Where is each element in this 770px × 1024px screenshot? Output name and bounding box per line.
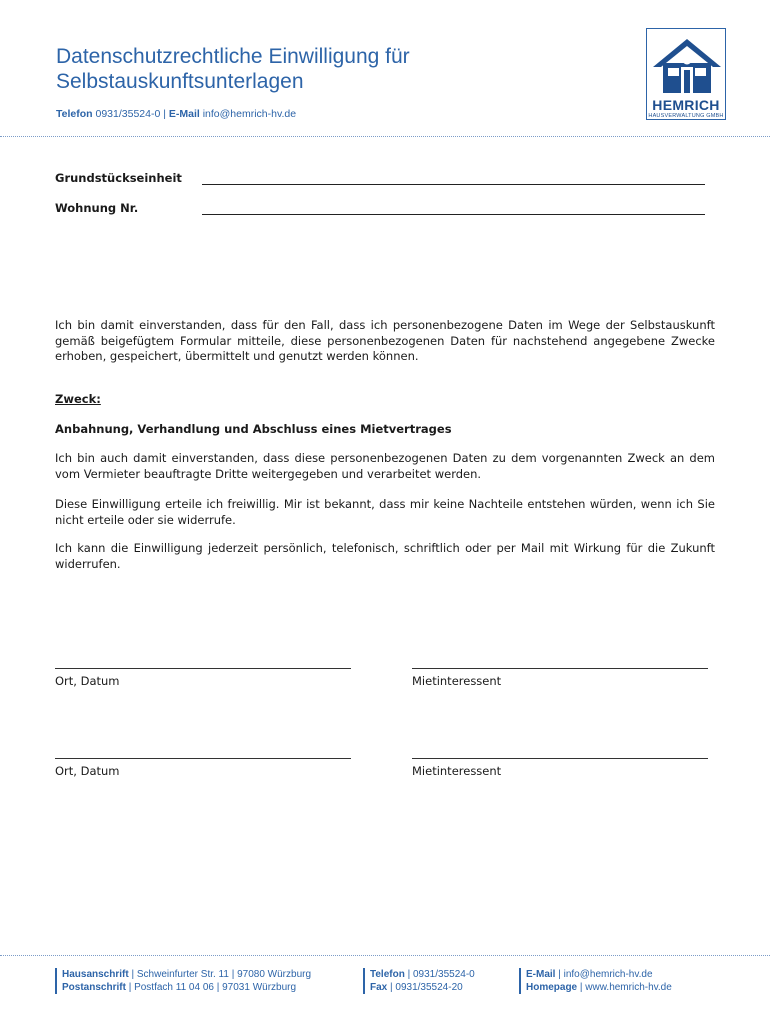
phone-label: Telefon (56, 108, 93, 120)
email-value: info@hemrich-hv.de (202, 108, 297, 120)
footer-phone-label: Telefon (370, 969, 405, 980)
document-title (56, 44, 556, 94)
contact-separator: | (163, 108, 166, 120)
footer-homepage-label: Homepage (526, 982, 578, 993)
footer-address-block (55, 968, 311, 994)
footer-phone: 0931/35524-0 (413, 969, 475, 980)
footer-separator: | (579, 982, 583, 993)
company-logo (646, 28, 726, 120)
place-date-label-1: Ort, Datum (55, 674, 120, 688)
email-label: E-Mail (168, 108, 200, 120)
footer-email-label: E-Mail (526, 969, 556, 980)
footer-separator: | (390, 982, 393, 993)
phone-value: 0931/35524-0 (95, 108, 161, 120)
signature-line-place-date-1[interactable] (55, 668, 351, 669)
footer-separator: | (131, 969, 135, 980)
unit-field-label: Grundstückseinheit (55, 171, 182, 185)
footer-homepage[interactable]: www.hemrich-hv.de (585, 982, 672, 993)
applicant-label-2: Mietinteressent (412, 764, 502, 778)
footer-separator: | (558, 969, 561, 980)
consent-intro: Ich bin damit einverstanden, dass für den Fall, dass ich personenbezogene Daten im Wege der Selbstauskunft gemäß beigefügtem Formular mitteile, diese personenbezogenen Daten für nachstehend angegebene Zwecke erhoben, gespeichert, übermittelt und genutzt werden können. (55, 318, 715, 363)
consent-paragraph-2: Diese Einwilligung erteile ich freiwillig. Mir ist bekannt, dass mir keine Nachteile entstehen würden, wenn ich Sie nicht erteile oder sie widerrufe. (55, 497, 715, 527)
header-divider (0, 136, 770, 137)
signature-line-applicant-2[interactable] (412, 758, 708, 759)
footer-fax: 0931/35524-20 (395, 982, 463, 993)
footer-separator: | (128, 982, 132, 993)
footer-separator: | (407, 969, 411, 980)
footer-divider (0, 955, 770, 956)
applicant-label-1: Mietinteressent (412, 674, 502, 688)
place-date-label-2: Ort, Datum (55, 764, 120, 778)
signature-line-applicant-1[interactable] (412, 668, 708, 669)
apartment-field-line[interactable] (202, 214, 705, 215)
footer-address-label: Hausanschrift (62, 969, 129, 980)
footer-web-block (519, 968, 672, 994)
logo-subtitle: HAUSVERWALTUNG GMBH (648, 113, 724, 119)
consent-paragraph-1: Ich bin auch damit einverstanden, dass diese personenbezogenen Daten zu dem vorgenannten Zweck an dem vom Vermieter beauftragte Dritte weitergegeben und verarbeitet werden. (55, 451, 715, 481)
logo-brand: HEMRICH (652, 97, 720, 113)
footer-postal-label: Postanschrift (62, 982, 126, 993)
house-logo-icon (651, 37, 723, 93)
purpose-heading: Zweck: (55, 392, 101, 406)
header-contact (56, 108, 296, 120)
signature-line-place-date-2[interactable] (55, 758, 351, 759)
title-line-2: Selbstauskunftsunterlagen (56, 70, 304, 93)
title-line-1: Datenschutzrechtliche Einwilligung für (56, 45, 410, 68)
footer-phone-block (363, 968, 475, 994)
footer-address: Schweinfurter Str. 11 | 97080 Würzburg (136, 969, 312, 980)
apartment-field-label: Wohnung Nr. (55, 201, 139, 215)
footer-email[interactable]: info@hemrich-hv.de (563, 969, 653, 980)
consent-paragraph-3: Ich kann die Einwilligung jederzeit persönlich, telefonisch, schriftlich oder per Mail mit Wirkung für die Zukunft widerrufen. (55, 541, 715, 571)
footer-postal: Postfach 11 04 06 | 97031 Würzburg (134, 982, 297, 993)
footer-fax-label: Fax (370, 982, 388, 993)
purpose-title: Anbahnung, Verhandlung und Abschluss eines Mietvertrages (55, 422, 452, 436)
unit-field-line[interactable] (202, 184, 705, 185)
